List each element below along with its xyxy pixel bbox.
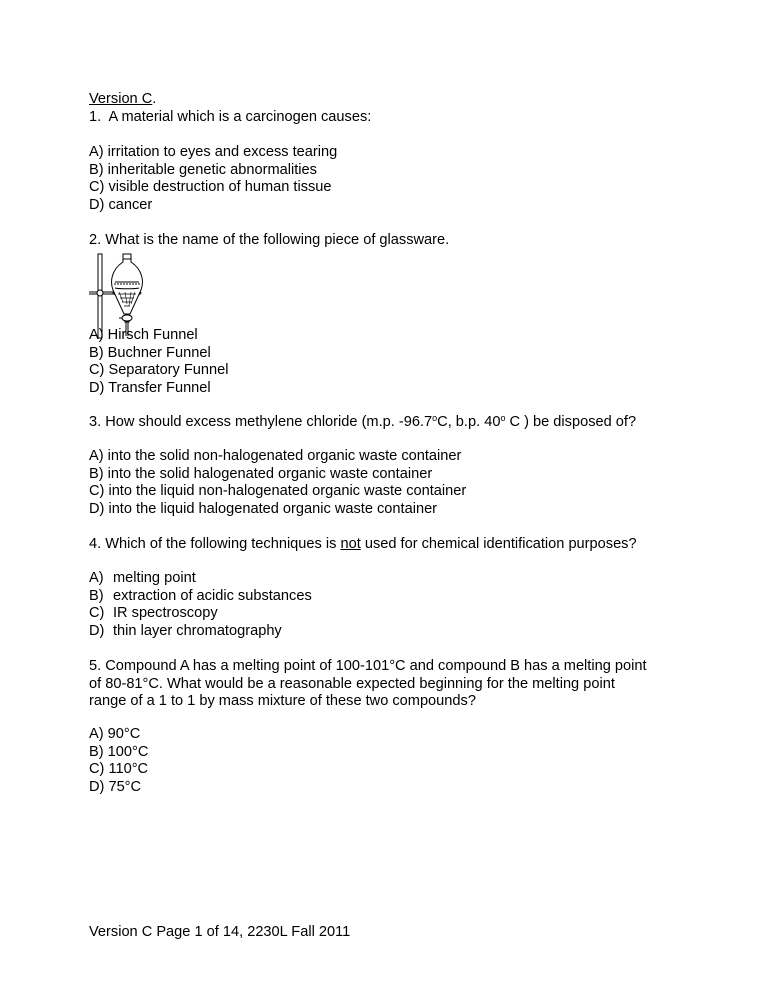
option-b: B) into the solid halogenated organic waste container — [89, 465, 433, 482]
option-d: D) into the liquid halogenated organic waste container — [89, 500, 438, 517]
question-2-options — [89, 327, 728, 397]
option-d: D) 75°C — [89, 778, 142, 795]
option-c: C) 110°C — [89, 761, 149, 777]
option-c: C) into the liquid non-halogenated organic waste container — [89, 483, 467, 499]
footer-text: Version C Page 1 of 14, 2230L Fall 2011 — [89, 924, 351, 940]
option-b: B) extraction of acidic substances — [89, 587, 312, 604]
option-c: C) IR spectroscopy — [89, 605, 218, 621]
question-1-options — [89, 144, 728, 214]
option-c: C) Separatory Funnel — [89, 362, 229, 378]
option-a: A) Hirsch Funnel — [89, 327, 198, 343]
question-2-stem: 2. What is the name of the following piece of glassware. — [89, 232, 450, 248]
question-4 — [89, 536, 728, 554]
question-5-stem-line-1: 5. Compound A has a melting point of 100-101°C and compound B has a melting point — [89, 658, 647, 674]
question-5-stem-line-2: of 80-81°C. What would be a reasonable expected beginning for the melting point — [89, 675, 615, 692]
question-3 — [89, 414, 728, 432]
page-footer — [89, 924, 728, 942]
option-b: B) inheritable genetic abnormalities — [89, 161, 317, 178]
option-b: B) 100°C — [89, 743, 149, 760]
option-d: D) thin layer chromatography — [89, 622, 282, 639]
option-a: A) irritation to eyes and excess tearing — [89, 144, 338, 160]
question-3-stem: 3. How should excess methylene chloride (m.p. -96.7$^o$C, b.p. 40$^o$ C ) be disposed of? — [89, 413, 637, 430]
question-1 — [89, 91, 728, 126]
question-5 — [89, 658, 728, 711]
question-5-options — [89, 726, 728, 796]
version-heading: Version C. — [89, 91, 157, 107]
question-5-stem-line-3: range of a 1 to 1 by mass mixture of these two compounds? — [89, 693, 476, 709]
option-d: D) cancer — [89, 196, 153, 213]
question-4-stem: 4. Which of the following techniques is not used for chemical identification purposes? — [89, 536, 637, 552]
option-d: D) Transfer Funnel — [89, 379, 211, 396]
option-b: B) Buchner Funnel — [89, 344, 211, 361]
option-a: A) 90°C — [89, 726, 141, 742]
question-4-options — [89, 570, 728, 640]
option-a: A) melting point — [89, 570, 196, 586]
option-c: C) visible destruction of human tissue — [89, 179, 332, 195]
question-3-options — [89, 448, 728, 518]
question-1-stem: 1. A material which is a carcinogen causes: — [89, 108, 372, 125]
option-a: A) into the solid non-halogenated organic waste container — [89, 448, 462, 464]
question-2 — [89, 232, 728, 250]
